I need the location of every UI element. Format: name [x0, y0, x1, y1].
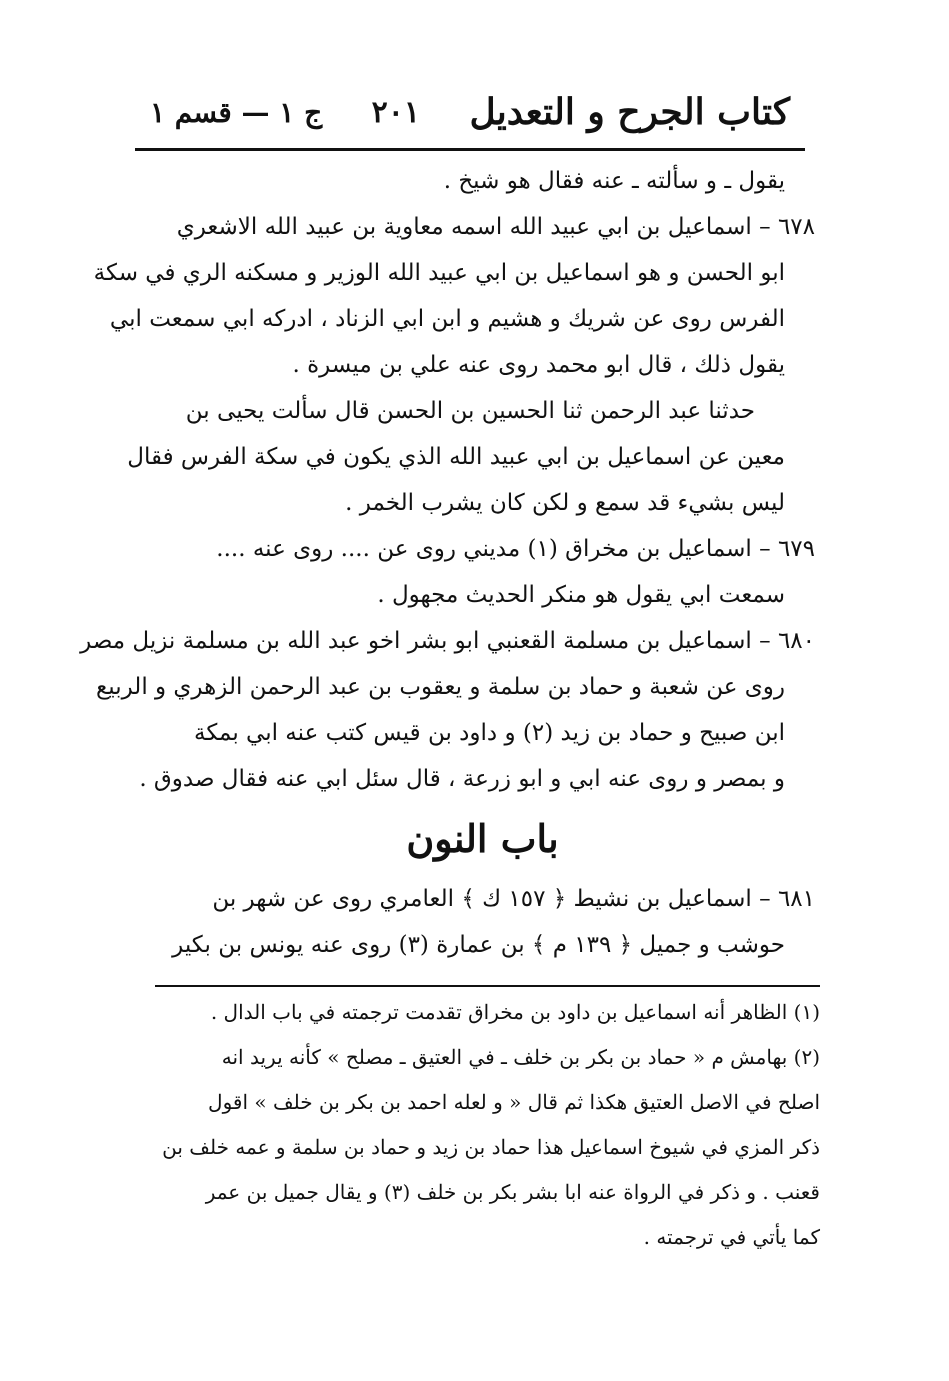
- footnote-1: (١) الظاهر أنه اسماعيل بن داود بن مخراق تقدمت ترجمته في باب الدال .: [210, 1000, 820, 1024]
- entry-678: ٦٧٨ – اسماعيل بن ابي عبيد الله اسمه معاوية بن عبيد الله الاشعري: [176, 214, 815, 240]
- entry-680: ٦٨٠ – اسماعيل بن مسلمة القعنبي ابو بشر اخو عبد الله بن مسلمة نزيل مصر: [80, 628, 815, 654]
- footnote-line: اصلح في الاصل العتيق هكذا ثم قال « و لعله احمد بن بكر بن خلف » اقول: [208, 1090, 820, 1114]
- section-title: باب النون: [406, 816, 559, 861]
- text-line: ابن صبيح و حماد بن زيد (٢) و داود بن قيس كتب عنه ابي بمكة: [193, 720, 785, 746]
- text-line: روى عن شعبة و حماد بن سلمة و يعقوب بن عبد الرحمن الزهري و الربيع: [96, 674, 785, 700]
- text-line: ليس بشيء قد سمع و لكن كان يشرب الخمر .: [345, 490, 785, 516]
- page-number: ٢٠١: [371, 94, 420, 130]
- footnotes: [150, 990, 820, 1260]
- text-line: و بمصر و روى عنه ابي و ابو زرعة ، قال سئل ابي عنه فقال صدوق .: [139, 766, 785, 792]
- footnote-rule: [155, 985, 820, 987]
- text-line: الفرس روى عن شريك و هشيم و ابن ابي الزناد ، ادركه ابي سمعت ابي: [109, 306, 785, 332]
- text-line: معين عن اسماعيل بن ابي عبيد الله الذي يكون في سكة الفرس فقال: [127, 444, 785, 470]
- footnote-line: ذكر المزي في شيوخ اسماعيل هذا حماد بن زيد و حماد بن سلمة و عمه خلف بن: [162, 1135, 820, 1159]
- text-line: يقول ـ و سألته ـ عنه فقال هو شيخ .: [443, 168, 785, 194]
- text-line: سمعت ابي يقول هو منكر الحديث مجهول .: [377, 582, 785, 608]
- text-line: يقول ذلك ، قال ابو محمد روى عنه علي بن ميسرة .: [292, 352, 785, 378]
- text-line: حوشب و جميل ﴿ ١٣٩ م ﴾ بن عمارة (٣) روى عنه يونس بن بكير: [172, 932, 785, 958]
- book-title: كتاب الجرح و التعديل: [469, 91, 790, 133]
- text-line: حدثنا عبد الرحمن ثنا الحسين بن الحسن قال سألت يحيى بن: [185, 398, 755, 424]
- footnote-line: قعنب . و ذكر في الرواة عنه ابا بشر بكر بن خلف (٣) و يقال جميل بن عمر: [205, 1180, 820, 1204]
- entry-679: ٦٧٩ – اسماعيل بن مخراق (١) مديني روى عن .... روى عنه ....: [216, 536, 815, 562]
- page-header: [150, 88, 790, 136]
- footnote-line: كما يأتي في ترجمته .: [643, 1225, 820, 1249]
- header-rule: [135, 148, 805, 151]
- volume-label: ج ١ — قسم ١: [150, 95, 323, 129]
- entry-681: ٦٨١ – اسماعيل بن نشيط ﴿ ١٥٧ ك ﴾ العامري روى عن شهر بن: [212, 886, 815, 912]
- main-text: [80, 158, 815, 968]
- text-line: ابو الحسن و هو اسماعيل بن ابي عبيد الله الوزير و مسكنه الري في سكة: [93, 260, 785, 286]
- footnote-2: (٢) بهامش م « حماد بن بكر بن خلف ـ في العتيق ـ مصلح » كأنه يريد انه: [221, 1045, 820, 1069]
